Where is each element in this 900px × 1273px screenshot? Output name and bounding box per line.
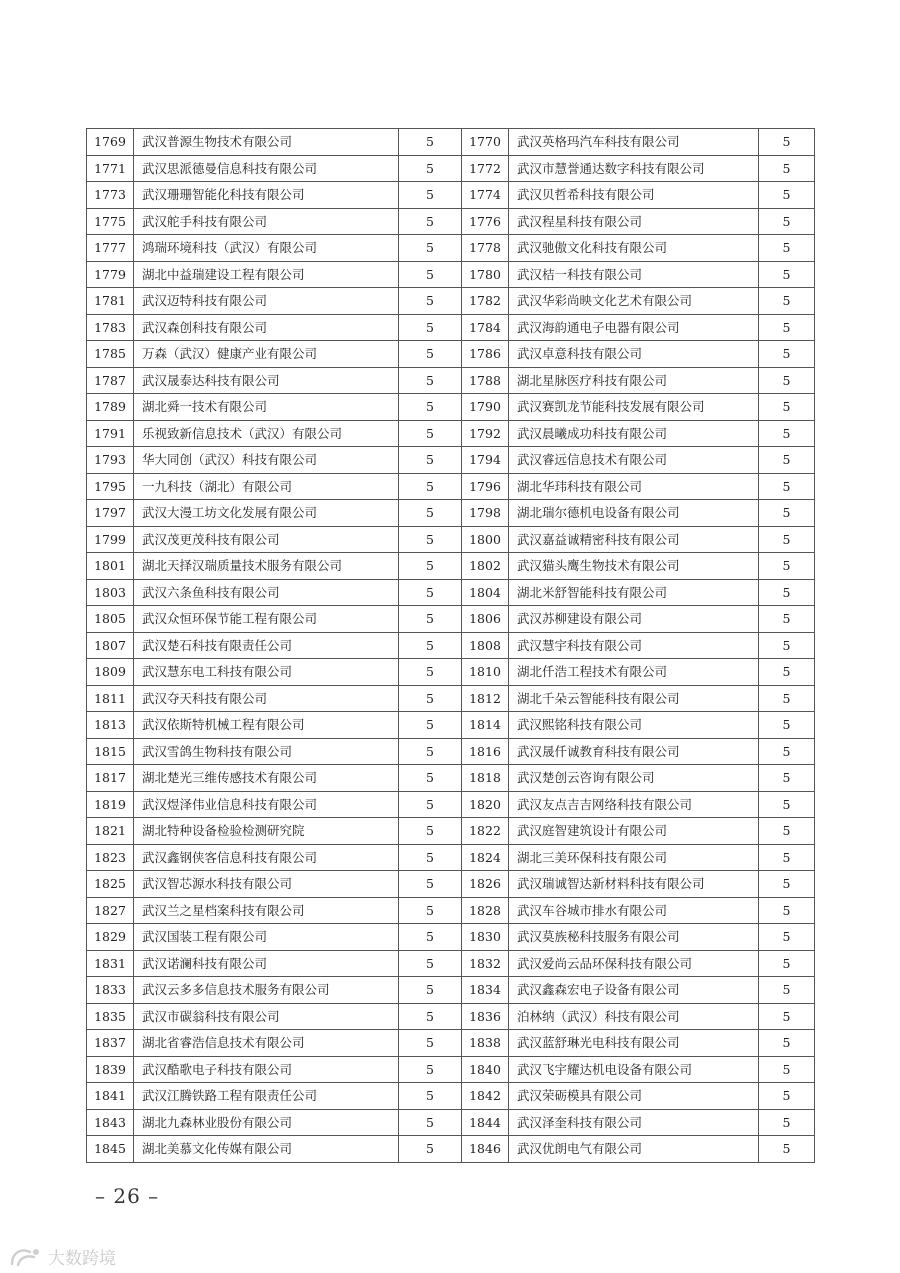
row-number-right: 1788 [462,367,509,394]
row-number-left: 1809 [87,659,134,686]
score-right: 5 [759,500,815,527]
company-name-left: 武汉酷歌电子科技有限公司 [134,1056,399,1083]
score-right: 5 [759,367,815,394]
brand-logo-icon [8,1246,42,1268]
score-left: 5 [399,1083,462,1110]
table-row [87,924,815,951]
score-left: 5 [399,314,462,341]
score-left: 5 [399,897,462,924]
company-name-left: 武汉煜泽伟业信息科技有限公司 [134,791,399,818]
table-row [87,818,815,845]
row-number-left: 1783 [87,314,134,341]
table-row [87,1003,815,1030]
company-name-right: 武汉程星科技有限公司 [509,208,759,235]
score-right: 5 [759,844,815,871]
score-right: 5 [759,1056,815,1083]
company-name-right: 武汉友点吉吉网络科技有限公司 [509,791,759,818]
row-number-left: 1791 [87,420,134,447]
score-right: 5 [759,659,815,686]
table-row [87,341,815,368]
score-right: 5 [759,208,815,235]
row-number-left: 1787 [87,367,134,394]
row-number-right: 1782 [462,288,509,315]
row-number-right: 1776 [462,208,509,235]
row-number-right: 1846 [462,1136,509,1163]
row-number-left: 1845 [87,1136,134,1163]
row-number-right: 1824 [462,844,509,871]
score-right: 5 [759,950,815,977]
page-number: – 26 – [95,1184,160,1208]
company-name-right: 武汉蓝舒琳光电科技有限公司 [509,1030,759,1057]
watermark [8,1244,116,1269]
row-number-right: 1772 [462,155,509,182]
row-number-right: 1786 [462,341,509,368]
company-name-left: 武汉楚石科技有限责任公司 [134,632,399,659]
row-number-right: 1778 [462,235,509,262]
table-row [87,367,815,394]
company-name-right: 武汉晨曦成功科技有限公司 [509,420,759,447]
company-name-left: 华大同创（武汉）科技有限公司 [134,447,399,474]
score-right: 5 [759,818,815,845]
table-row [87,897,815,924]
score-right: 5 [759,394,815,421]
score-left: 5 [399,182,462,209]
company-name-left: 武汉众恒环保节能工程有限公司 [134,606,399,633]
row-number-left: 1773 [87,182,134,209]
row-number-right: 1794 [462,447,509,474]
company-name-right: 武汉苏柳建设有限公司 [509,606,759,633]
company-name-right: 湖北瑞尔德机电设备有限公司 [509,500,759,527]
table-row [87,606,815,633]
company-name-left: 武汉江腾铁路工程有限责任公司 [134,1083,399,1110]
row-number-left: 1825 [87,871,134,898]
score-left: 5 [399,659,462,686]
company-name-right: 武汉瑞诚智达新材料科技有限公司 [509,871,759,898]
score-left: 5 [399,288,462,315]
row-number-right: 1838 [462,1030,509,1057]
company-name-right: 武汉荣砺模具有限公司 [509,1083,759,1110]
company-name-left: 湖北中益瑞建设工程有限公司 [134,261,399,288]
score-right: 5 [759,712,815,739]
row-number-right: 1804 [462,579,509,606]
company-name-right: 武汉鑫森宏电子设备有限公司 [509,977,759,1004]
company-name-right: 武汉英格玛汽车科技有限公司 [509,129,759,156]
score-right: 5 [759,924,815,951]
row-number-left: 1769 [87,129,134,156]
row-number-left: 1841 [87,1083,134,1110]
company-name-left: 湖北舜一技术有限公司 [134,394,399,421]
row-number-left: 1793 [87,447,134,474]
company-name-left: 一九科技（湖北）有限公司 [134,473,399,500]
table-row [87,420,815,447]
row-number-left: 1835 [87,1003,134,1030]
table-row [87,314,815,341]
row-number-left: 1801 [87,553,134,580]
score-right: 5 [759,1136,815,1163]
row-number-right: 1842 [462,1083,509,1110]
company-name-right: 武汉贝哲希科技有限公司 [509,182,759,209]
table-row [87,659,815,686]
row-number-left: 1777 [87,235,134,262]
row-number-left: 1807 [87,632,134,659]
row-number-right: 1802 [462,553,509,580]
table-row [87,288,815,315]
row-number-right: 1790 [462,394,509,421]
score-right: 5 [759,1030,815,1057]
company-name-right: 武汉熙铭科技有限公司 [509,712,759,739]
row-number-right: 1826 [462,871,509,898]
score-right: 5 [759,235,815,262]
row-number-right: 1840 [462,1056,509,1083]
company-name-right: 武汉楚创云咨询有限公司 [509,765,759,792]
score-right: 5 [759,606,815,633]
score-left: 5 [399,473,462,500]
score-left: 5 [399,712,462,739]
score-right: 5 [759,685,815,712]
row-number-right: 1814 [462,712,509,739]
table-row [87,738,815,765]
score-left: 5 [399,632,462,659]
company-name-right: 泊林纳（武汉）科技有限公司 [509,1003,759,1030]
row-number-left: 1819 [87,791,134,818]
score-left: 5 [399,420,462,447]
row-number-right: 1832 [462,950,509,977]
table-body [87,129,815,1163]
score-left: 5 [399,1109,462,1136]
company-name-left: 乐视致新信息技术（武汉）有限公司 [134,420,399,447]
row-number-right: 1818 [462,765,509,792]
company-name-left: 武汉慧东电工科技有限公司 [134,659,399,686]
row-number-left: 1823 [87,844,134,871]
table-row [87,1056,815,1083]
row-number-left: 1811 [87,685,134,712]
company-name-right: 武汉莫族秘科技服务有限公司 [509,924,759,951]
row-number-left: 1775 [87,208,134,235]
score-left: 5 [399,738,462,765]
score-right: 5 [759,977,815,1004]
score-right: 5 [759,738,815,765]
company-name-left: 武汉舵手科技有限公司 [134,208,399,235]
row-number-right: 1792 [462,420,509,447]
table-row [87,473,815,500]
company-name-right: 湖北仟浩工程技术有限公司 [509,659,759,686]
row-number-right: 1800 [462,526,509,553]
score-left: 5 [399,765,462,792]
table-row [87,632,815,659]
company-name-left: 武汉迈特科技有限公司 [134,288,399,315]
company-name-right: 武汉华彩尚映文化艺术有限公司 [509,288,759,315]
row-number-left: 1805 [87,606,134,633]
score-right: 5 [759,288,815,315]
score-right: 5 [759,765,815,792]
row-number-left: 1843 [87,1109,134,1136]
company-name-right: 武汉睿远信息技术有限公司 [509,447,759,474]
row-number-right: 1844 [462,1109,509,1136]
company-name-right: 武汉桔一科技有限公司 [509,261,759,288]
row-number-right: 1820 [462,791,509,818]
row-number-left: 1821 [87,818,134,845]
table-row [87,500,815,527]
company-name-left: 湖北天择汉瑞质量技术服务有限公司 [134,553,399,580]
company-name-right: 湖北千朵云智能科技有限公司 [509,685,759,712]
company-name-right: 武汉爱尚云品环保科技有限公司 [509,950,759,977]
row-number-right: 1770 [462,129,509,156]
row-number-right: 1830 [462,924,509,951]
score-left: 5 [399,367,462,394]
row-number-left: 1797 [87,500,134,527]
score-right: 5 [759,579,815,606]
score-left: 5 [399,341,462,368]
table-row [87,1109,815,1136]
row-number-left: 1817 [87,765,134,792]
company-name-right: 武汉赛凯龙节能科技发展有限公司 [509,394,759,421]
company-name-left: 湖北省睿浩信息技术有限公司 [134,1030,399,1057]
company-name-right: 武汉卓意科技有限公司 [509,341,759,368]
table-row [87,129,815,156]
score-right: 5 [759,1003,815,1030]
row-number-right: 1828 [462,897,509,924]
table-row [87,447,815,474]
score-left: 5 [399,871,462,898]
company-name-left: 武汉国装工程有限公司 [134,924,399,951]
score-left: 5 [399,844,462,871]
row-number-left: 1779 [87,261,134,288]
row-number-right: 1798 [462,500,509,527]
company-name-left: 湖北美慕文化传媒有限公司 [134,1136,399,1163]
table-row [87,235,815,262]
table-row [87,182,815,209]
score-right: 5 [759,155,815,182]
table-row [87,844,815,871]
company-name-left: 武汉大漫工坊文化发展有限公司 [134,500,399,527]
company-name-right: 武汉飞宇耀达机电设备有限公司 [509,1056,759,1083]
company-name-left: 湖北特种设备检验检测研究院 [134,818,399,845]
score-right: 5 [759,341,815,368]
row-number-right: 1810 [462,659,509,686]
company-name-right: 武汉猫头鹰生物技术有限公司 [509,553,759,580]
company-list-table [86,128,815,1163]
company-name-right: 武汉慧宇科技有限公司 [509,632,759,659]
score-right: 5 [759,473,815,500]
company-name-right: 武汉晟仟诚教育科技有限公司 [509,738,759,765]
company-name-left: 武汉雪鸽生物科技有限公司 [134,738,399,765]
table-row [87,526,815,553]
row-number-right: 1808 [462,632,509,659]
score-left: 5 [399,553,462,580]
company-name-left: 武汉云多多信息技术服务有限公司 [134,977,399,1004]
score-left: 5 [399,606,462,633]
score-left: 5 [399,235,462,262]
row-number-right: 1774 [462,182,509,209]
company-name-left: 武汉鑫钢侠客信息科技有限公司 [134,844,399,871]
company-name-right: 武汉市慧誉通达数字科技有限公司 [509,155,759,182]
row-number-left: 1831 [87,950,134,977]
table-row [87,950,815,977]
company-name-right: 武汉驰傲文化科技有限公司 [509,235,759,262]
row-number-right: 1796 [462,473,509,500]
company-name-left: 武汉珊珊智能化科技有限公司 [134,182,399,209]
score-left: 5 [399,579,462,606]
score-right: 5 [759,1083,815,1110]
score-right: 5 [759,526,815,553]
company-name-left: 武汉兰之星档案科技有限公司 [134,897,399,924]
score-right: 5 [759,632,815,659]
company-name-left: 湖北楚光三维传感技术有限公司 [134,765,399,792]
score-right: 5 [759,871,815,898]
row-number-left: 1803 [87,579,134,606]
score-right: 5 [759,129,815,156]
table-row [87,712,815,739]
table-row [87,1136,815,1163]
score-left: 5 [399,261,462,288]
row-number-left: 1785 [87,341,134,368]
score-left: 5 [399,208,462,235]
company-name-right: 武汉车谷城市排水有限公司 [509,897,759,924]
company-name-right: 武汉优朗电气有限公司 [509,1136,759,1163]
table-row [87,871,815,898]
score-left: 5 [399,1056,462,1083]
company-name-right: 湖北米舒智能科技有限公司 [509,579,759,606]
table-row [87,765,815,792]
score-right: 5 [759,182,815,209]
company-name-left: 湖北九森林业股份有限公司 [134,1109,399,1136]
table-row [87,394,815,421]
table-row [87,579,815,606]
row-number-left: 1837 [87,1030,134,1057]
company-name-right: 武汉庭智建筑设计有限公司 [509,818,759,845]
row-number-left: 1799 [87,526,134,553]
table-row [87,1083,815,1110]
company-name-left: 武汉思派德曼信息科技有限公司 [134,155,399,182]
score-left: 5 [399,977,462,1004]
score-right: 5 [759,791,815,818]
company-name-left: 武汉诺澜科技有限公司 [134,950,399,977]
table-row [87,1030,815,1057]
row-number-left: 1839 [87,1056,134,1083]
score-left: 5 [399,791,462,818]
company-name-right: 湖北三美环保科技有限公司 [509,844,759,871]
score-left: 5 [399,1136,462,1163]
company-name-left: 鸿瑞环境科技（武汉）有限公司 [134,235,399,262]
score-left: 5 [399,155,462,182]
table-row [87,685,815,712]
score-left: 5 [399,1003,462,1030]
score-left: 5 [399,950,462,977]
row-number-right: 1780 [462,261,509,288]
company-name-left: 武汉晟泰达科技有限公司 [134,367,399,394]
table-row [87,208,815,235]
company-name-left: 武汉智芯源水科技有限公司 [134,871,399,898]
row-number-left: 1771 [87,155,134,182]
row-number-left: 1813 [87,712,134,739]
score-left: 5 [399,394,462,421]
row-number-left: 1829 [87,924,134,951]
table-row [87,791,815,818]
score-left: 5 [399,526,462,553]
company-name-left: 万森（武汉）健康产业有限公司 [134,341,399,368]
table-row [87,261,815,288]
company-name-right: 湖北星脉医疗科技有限公司 [509,367,759,394]
row-number-left: 1789 [87,394,134,421]
table-row [87,977,815,1004]
company-name-left: 武汉夺天科技有限公司 [134,685,399,712]
table-row [87,155,815,182]
score-left: 5 [399,818,462,845]
row-number-left: 1833 [87,977,134,1004]
score-right: 5 [759,897,815,924]
company-name-right: 武汉嘉益诚精密科技有限公司 [509,526,759,553]
score-right: 5 [759,447,815,474]
score-right: 5 [759,420,815,447]
row-number-right: 1812 [462,685,509,712]
row-number-left: 1815 [87,738,134,765]
row-number-right: 1834 [462,977,509,1004]
score-left: 5 [399,1030,462,1057]
company-name-right: 武汉海韵通电子电器有限公司 [509,314,759,341]
company-name-right: 武汉泽奎科技有限公司 [509,1109,759,1136]
company-name-left: 武汉市碳翁科技有限公司 [134,1003,399,1030]
score-left: 5 [399,685,462,712]
score-right: 5 [759,1109,815,1136]
table-row [87,553,815,580]
score-left: 5 [399,500,462,527]
company-name-left: 武汉依斯特机械工程有限公司 [134,712,399,739]
company-name-right: 湖北华玮科技有限公司 [509,473,759,500]
row-number-right: 1806 [462,606,509,633]
score-right: 5 [759,553,815,580]
company-name-left: 武汉普源生物技术有限公司 [134,129,399,156]
row-number-left: 1795 [87,473,134,500]
company-name-left: 武汉茂更茂科技有限公司 [134,526,399,553]
row-number-right: 1816 [462,738,509,765]
row-number-right: 1836 [462,1003,509,1030]
score-left: 5 [399,129,462,156]
score-left: 5 [399,924,462,951]
company-name-left: 武汉六条鱼科技有限公司 [134,579,399,606]
score-right: 5 [759,261,815,288]
row-number-left: 1781 [87,288,134,315]
row-number-right: 1822 [462,818,509,845]
row-number-left: 1827 [87,897,134,924]
score-right: 5 [759,314,815,341]
row-number-right: 1784 [462,314,509,341]
score-left: 5 [399,447,462,474]
company-name-left: 武汉森创科技有限公司 [134,314,399,341]
watermark-text: 大数跨境 [48,1249,116,1269]
